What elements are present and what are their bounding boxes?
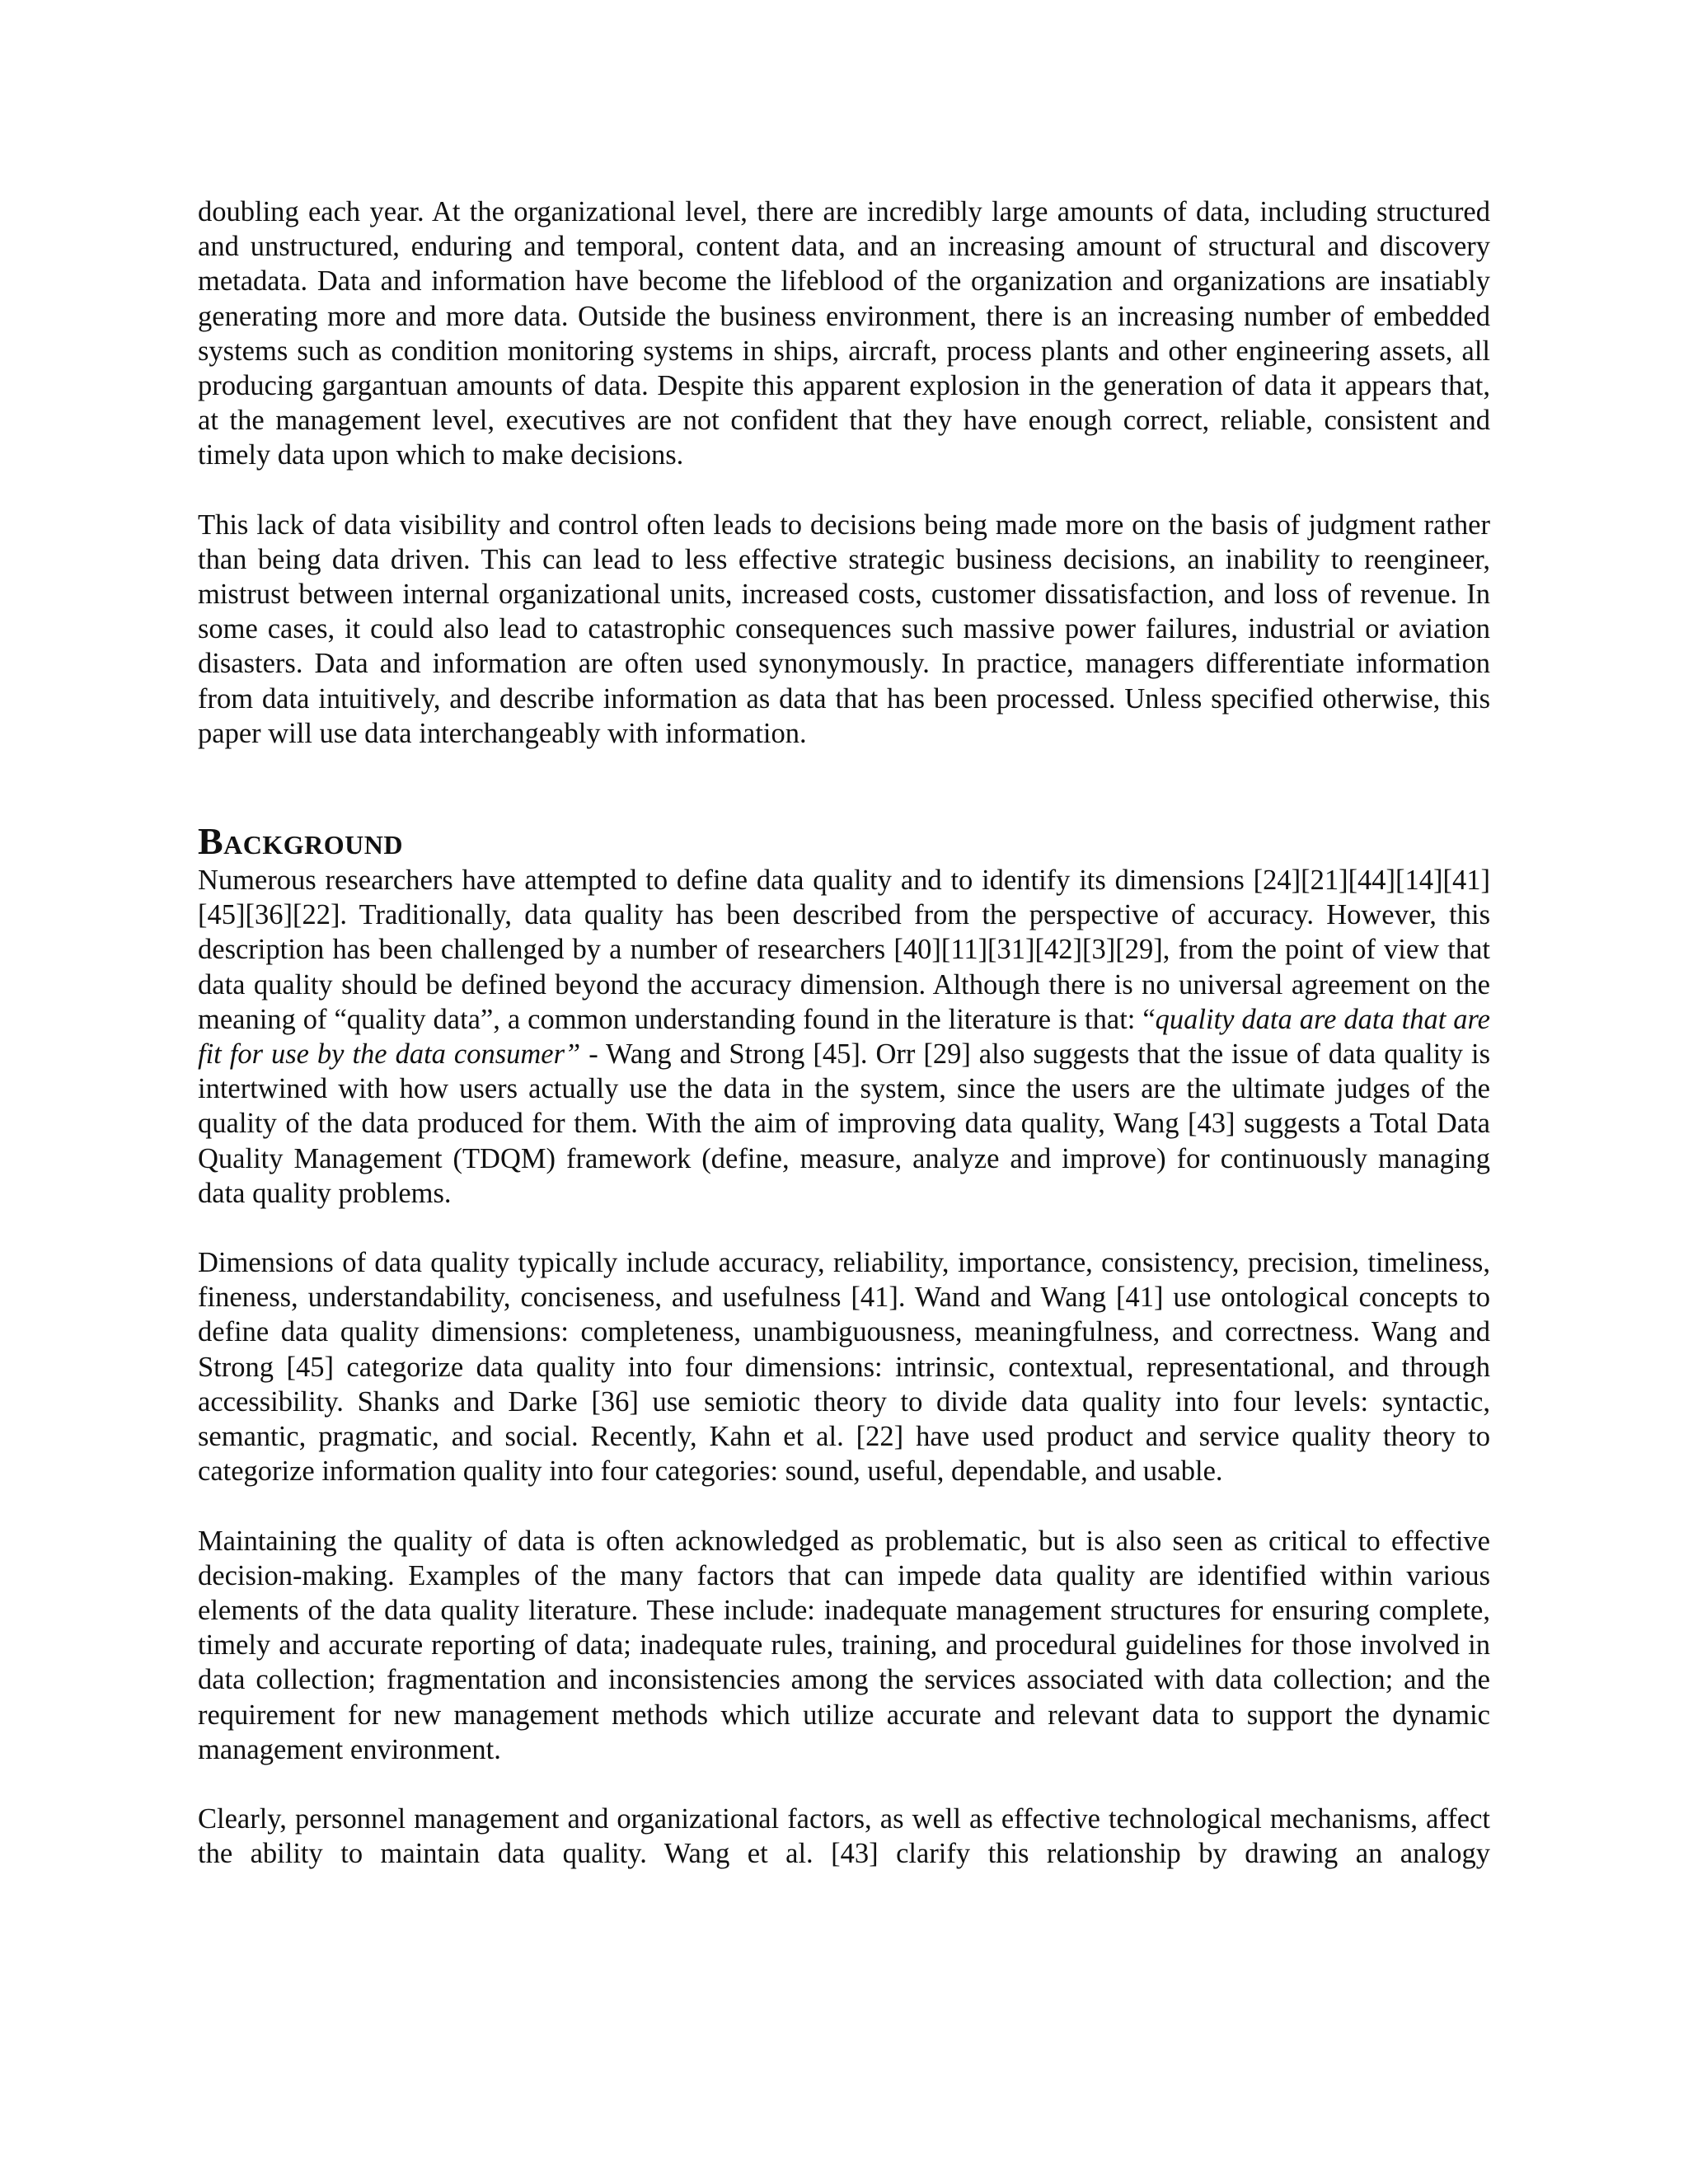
background-paragraph-1 <box>198 863 1490 1211</box>
section-heading: Background <box>198 820 404 863</box>
intro-paragraph-2: This lack of data visibility and control often leads to decisions being made more on the basis of judgment rather than being data driven. This can lead to less effective strategic business decisions, an inability to reengineer, mistrust between internal organizational units, increased costs, customer dissatisfaction, and loss of revenue. In some cases, it could also lead to catastrophic consequences such massive power failures, industrial or aviation disasters. Data and information are often used synonymously. In practice, managers differentiate information from data intuitively, and describe information as data that has been processed. Unless specified otherwise, this paper will use data interchangeably with information. <box>198 509 1490 749</box>
quote-text: quality data are data that are fit for use by the data consumer” <box>198 1003 1490 1071</box>
background-paragraph-1-cont: - Wang and Strong [45]. Orr [29] also suggests that the issue of data quality is intertwined with how users actually use the data in the system, since the users are the ultimate judges of the quality of the data produced for them. With the aim of improving data quality, Wang [43] suggests a Total Data Quality Management (TDQM) framework (define, measure, analyze and improve) for continuously managing data quality problems. <box>198 1038 1490 1209</box>
intro-paragraph-1: doubling each year. At the organizational level, there are incredibly large amounts of data, including structured and unstructured, enduring and temporal, content data, and an increasing amount of structural and discovery metadata. Data and information have become the lifeblood of the organization and organizations are insatiably generating more and more data. Outside the business environment, there is an increasing number of embedded systems such as condition monitoring systems in ships, aircraft, process plants and other engineering assets, all producing gargantuan amounts of data. Despite this apparent explosion in the generation of data it appears that, at the management level, executives are not confident that they have enough correct, reliable, consistent and timely data upon which to make decisions. <box>198 196 1490 471</box>
background-paragraph-1-text: Numerous researchers have attempted to define data quality and to identify its dimensions [24][21][44][14][41][45][36][22]. Traditionally, data quality has been described from the perspective of accuracy. However, this description has been challenged by a number of researchers [40][11][31][42][3][29], from the point of view that data quality should be defined beyond the accuracy dimension. Although there is no universal agreement on the meaning of “quality data”, a common understanding found in the literature is that: “ <box>198 865 1490 1035</box>
paragraph-spacer <box>198 1489 1490 1524</box>
paragraph-spacer <box>198 473 1490 508</box>
background-paragraph-4: Clearly, personnel management and organizational factors, as well as effective technological mechanisms, affect the ability to maintain data quality. Wang et al. [43] clarify this relationship by drawing an analogy <box>198 1802 1490 1870</box>
section-spacer <box>198 751 1490 820</box>
paragraph-spacer <box>198 1211 1490 1245</box>
background-paragraph-2: Dimensions of data quality typically include accuracy, reliability, importance, consistency, precision, timeliness, fineness, understandability, conciseness, and usefulness [41]. Wand and Wang [41] use ontological concepts to define data quality dimensions: completeness, unambiguousness, meaningfulness, and correctness. Wang and Strong [45] categorize data quality into four dimensions: intrinsic, contextual, representational, and through accessibility. Shanks and Darke [36] use semiotic theory to divide data quality into four levels: syntactic, semantic, pragmatic, and social. Recently, Kahn et al. [22] have used product and service quality theory to categorize information quality into four categories: sound, useful, dependable, and usable. <box>198 1247 1490 1488</box>
paragraph-spacer <box>198 1767 1490 1802</box>
background-paragraph-3: Maintaining the quality of data is often acknowledged as problematic, but is also seen as critical to effective decision-making. Examples of the many factors that can impede data quality are identified within various elements of the data quality literature. These include: inadequate management structures for ensuring complete, timely and accurate reporting of data; inadequate rules, training, and procedural guidelines for those involved in data collection; fragmentation and inconsistencies among the services associated with data collection; and the requirement for new management methods which utilize accurate and relevant data to support the dynamic management environment. <box>198 1525 1490 1765</box>
document-page <box>198 194 1490 1871</box>
